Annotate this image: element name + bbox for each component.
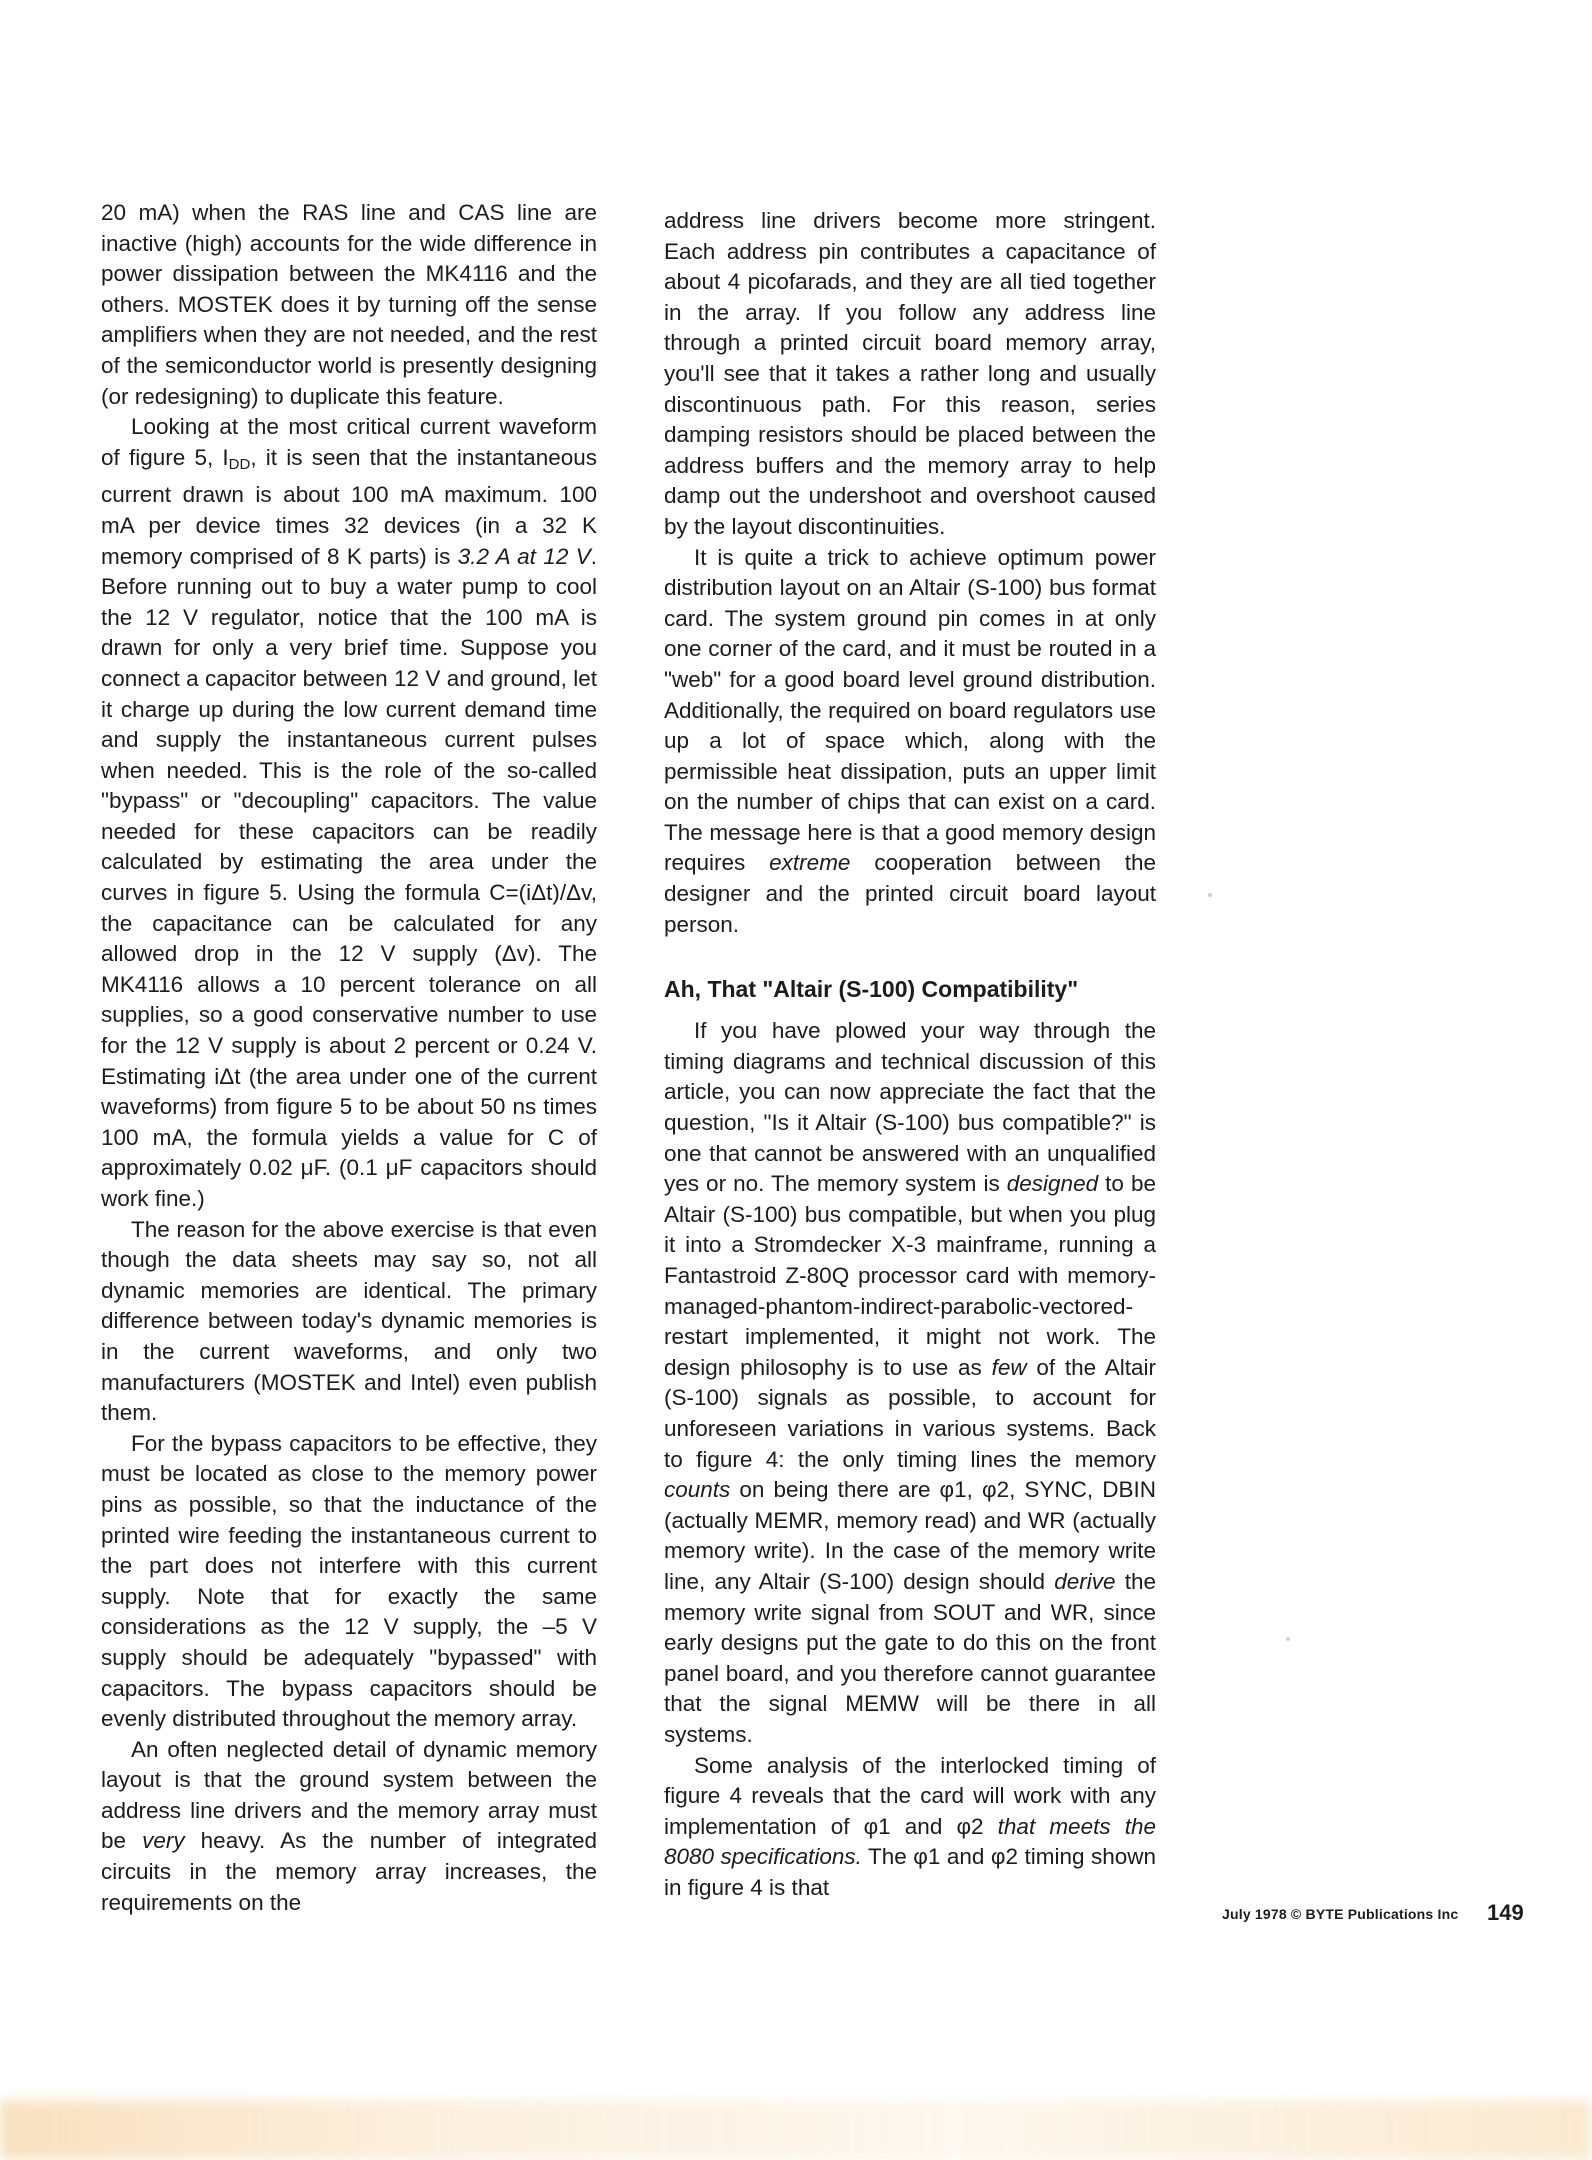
paragraph: If you have plowed your way through the timing diagrams and technical discussion of this article, you can now appreciate the fact that the question, "Is it Altair (S-100) bus compatible?" is one that cannot be answered with an unqualified yes or no. The memory system is designed to be Altair (S-100) bus compatible, but when you plug it into a Stromdecker X-3 mainframe, running a Fantastroid Z-80Q processor card with memory-managed-phantom-indirect-parabolic-vectored-restart implemented, it might not work. The design philosophy is to use as few of the Altair (S-100) signals as possible, to account for unforeseen variations in various systems. Back to figure 4: the only timing lines the memory counts on being there are φ1, φ2, SYNC, DBIN (actually MEMR, memory read) and WR (actually memory write). In the case of the memory write line, any Altair (S-100) design should derive the memory write signal from SOUT and WR, since early designs put the gate to do this on the front panel board, and you therefore cannot guarantee that the signal MEMW will be there in all systems. bbox=[664, 1018, 1156, 1747]
paragraph: For the bypass capacitors to be effective, they must be located as close to the memory power pins as possible, so that the inductance of the printed wire feeding the instantaneous current to the part does not interfere with this current supply. Note that for exactly the same considerations as the 12 V supply, the –5 V supply should be adequately "bypassed" with capacitors. The bypass capacitors should be evenly distributed throughout the memory array. bbox=[101, 1430, 597, 1732]
paragraph: An often neglected detail of dynamic memory layout is that the ground system between the address line drivers and the memory array must be very heavy. As the number of integrated circuits in the memory array increases, the requirements on the bbox=[101, 1736, 597, 1915]
paragraph: address line drivers become more stringent. Each address pin contributes a capacitance of about 4 picofarads, and they are all tied together in the array. If you follow any address line through a printed circuit board memory array, you'll see that it takes a rather long and usually discontinuous path. For this reason, series damping resistors should be placed between the address buffers and the memory array to help damp out the undershoot and overshoot caused by the layout discontinuities. bbox=[664, 208, 1156, 539]
page-number: 149 bbox=[1487, 1900, 1524, 1925]
left-column bbox=[101, 198, 597, 1918]
paragraph: It is quite a trick to achieve optimum power distribution layout on an Altair (S-100) bus format card. The system ground pin comes in at only one corner of the card, and it must be routed in a "web" for a good board level ground distribution. Additionally, the required on board regulators use up a lot of space which, along with the permissible heat dissipation, puts an upper limit on the number of chips that can exist on a card. The message here is that a good memory design requires extreme cooperation between the designer and the printed circuit board layout person. bbox=[664, 544, 1157, 937]
paper-speck bbox=[1286, 1637, 1290, 1641]
publication-credit: July 1978 © BYTE Publications Inc bbox=[1222, 1906, 1459, 1922]
section-heading: Ah, That "Altair (S-100) Compatibility" bbox=[664, 976, 1079, 1003]
right-column bbox=[664, 206, 1156, 1903]
paper-speck bbox=[1208, 893, 1212, 897]
page-edge-stain bbox=[0, 2100, 1592, 2160]
paragraph: Some analysis of the interlocked timing of figure 4 reveals that the card will work with any implementation of φ1 and φ2 that meets the 8080 specifications. The φ1 and φ2 timing shown in figure 4 is that bbox=[664, 1752, 1156, 1900]
paragraph: Looking at the most critical current waveform of figure 5, $I_{DD}$, it is seen that the instantaneous current drawn is about 100 mA maximum. 100 mA per device times 32 devices (in a 32 K memory comprised of 8 K parts) is 3.2 A at 12 V. Before running out to buy a water pump to cool the 12 V regulator, notice that the 100 mA is drawn for only a very brief time. Suppose you connect a capacitor between 12 V and ground, let it charge up during the low current demand time and supply the instantaneous current pulses when needed. This is the role of the so-called "bypass" or "decoupling" capacitors. The value needed for these capacitors can be readily calculated by estimating the area under the curves in figure 5. Using the formula C=(iΔt)/Δv, the capacitance can be calculated for any allowed drop in the 12 V supply (Δv). The MK4116 allows a 10 percent tolerance on all supplies, so a good conservative number to use for the 12 V supply is about 2 percent or 0.24 V. Estimating iΔt (the area under one of the current waveforms) from figure 5 to be about 50 ns times 100 mA, the formula yields a value for C of approximately 0.02 μF. (0.1 μF capacitors should work fine.) bbox=[101, 414, 597, 1211]
paragraph: 20 mA) when the RAS line and CAS line are inactive (high) accounts for the wide difference in power dissipation between the MK4116 and the others. MOSTEK does it by turning off the sense amplifiers when they are not needed, and the rest of the semiconductor world is presently designing (or redesigning) to duplicate this feature. bbox=[101, 200, 597, 409]
paragraph: The reason for the above exercise is that even though the data sheets may say so, not all dynamic memories are identical. The primary difference between today's dynamic memories is in the current waveforms, and only two manufacturers (MOSTEK and Intel) even publish them. bbox=[101, 1216, 597, 1426]
